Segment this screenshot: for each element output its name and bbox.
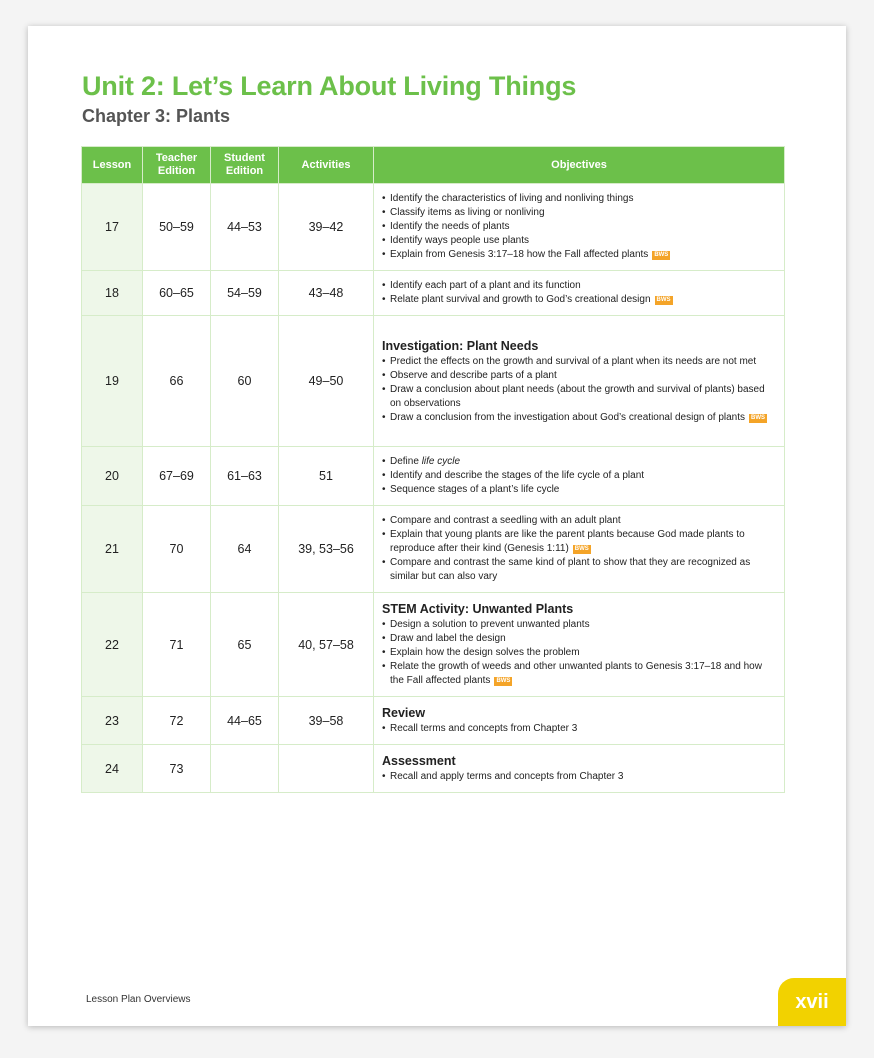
header-teacher-edition (143, 147, 211, 184)
teacher-edition-pages: 71 (143, 593, 211, 697)
teacher-edition-pages: 60–65 (143, 271, 211, 316)
objective-heading: Investigation: Plant Needs (382, 338, 539, 353)
objectives-cell (374, 184, 785, 271)
objective-item: • Classify items as living or nonliving (382, 207, 545, 218)
header-objectives: Objectives (374, 147, 785, 184)
objective-item: • Explain how the design solves the problem (382, 647, 580, 658)
lesson-number: 22 (82, 593, 143, 697)
objective-heading: Review (382, 706, 426, 720)
bws-badge: BWS (656, 297, 671, 303)
activities-pages: 39–42 (279, 184, 374, 271)
objective-item: • Relate the growth of weeds and other unwanted plants to Genesis 3:17–18 and how the Fall affected plants BWS (382, 661, 762, 686)
objective-item: • Identify and describe the stages of the life cycle of a plant (382, 470, 645, 481)
lesson-number: 19 (82, 316, 143, 447)
header-student-edition-line1: Student (224, 152, 265, 164)
table-row (82, 697, 785, 745)
lesson-plan-table (81, 146, 785, 793)
table-row (82, 316, 785, 447)
table-row (82, 593, 785, 697)
objective-item: • Explain from Genesis 3:17–18 how the Fall affected plants BWS (382, 249, 669, 260)
lesson-number: 17 (82, 184, 143, 271)
objective-item: • Compare and contrast a seedling with an adult plant (382, 515, 621, 526)
unit-title: Unit 2: Let’s Learn About Living Things (82, 71, 577, 101)
header-lesson: Lesson (82, 147, 143, 184)
lesson-number: 21 (82, 506, 143, 593)
activities-pages: 43–48 (279, 271, 374, 316)
objective-heading: STEM Activity: Unwanted Plants (382, 602, 574, 616)
header-teacher-edition-line2: Edition (157, 165, 196, 177)
objective-item: • Draw a conclusion from the investigation about God’s creational design of plants BWS (382, 411, 766, 423)
lesson-number: 18 (82, 271, 143, 316)
header-teacher-edition-line1: Teacher (155, 152, 198, 164)
objective-item: • Sequence stages of a plant’s life cycle (382, 484, 560, 495)
activities-pages: 40, 57–58 (279, 593, 374, 697)
student-edition-pages: 61–63 (211, 447, 279, 506)
teacher-edition-pages: 70 (143, 506, 211, 593)
lesson-number: 24 (82, 745, 143, 793)
teacher-edition-pages: 72 (143, 697, 211, 745)
activities-pages: 39, 53–56 (279, 506, 374, 593)
page (28, 26, 846, 1026)
objective-item: • Predict the effects on the growth and survival of a plant when its needs are not met (382, 355, 757, 367)
objective-item: • Recall terms and concepts from Chapter 3 (382, 723, 578, 734)
lesson-number: 20 (82, 447, 143, 506)
objective-item: • Design a solution to prevent unwanted plants (382, 619, 590, 630)
student-edition-pages: 54–59 (211, 271, 279, 316)
objectives-cell (374, 506, 785, 593)
table-header-row (82, 147, 785, 184)
objective-item: • Identify each part of a plant and its function (382, 280, 581, 291)
activities-pages: 49–50 (279, 316, 374, 447)
header-student-edition-line2: Edition (225, 165, 264, 177)
objective-item: • Identify the needs of plants (382, 221, 510, 232)
table-row (82, 271, 785, 316)
objectives-cell (374, 593, 785, 697)
bws-badge: BWS (496, 678, 511, 684)
objectives-cell (374, 697, 785, 745)
objective-item: • Observe and describe parts of a plant (382, 369, 557, 381)
table-row (82, 447, 785, 506)
objective-item: • Explain that young plants are like the parent plants because God made plants to reproduce after their kind (Genesis 1:11) BWS (382, 529, 745, 554)
objective-item: • Draw a conclusion about plant needs (about the growth and survival of plants) based on observations (382, 383, 765, 409)
bws-badge: BWS (654, 252, 669, 258)
table-row (82, 506, 785, 593)
life-cycle-term: life cycle (421, 456, 461, 467)
objective-item: • Relate plant survival and growth to God’s creational design BWS (382, 294, 671, 305)
header-activities: Activities (279, 147, 374, 184)
header-student-edition (211, 147, 279, 184)
chapter-title: Chapter 3: Plants (82, 106, 231, 126)
footer-section-label: Lesson Plan Overviews (86, 994, 191, 1005)
student-edition-pages (211, 745, 279, 793)
table-row (82, 745, 785, 793)
objective-heading: Assessment (382, 754, 456, 768)
bws-badge: BWS (751, 414, 766, 421)
student-edition-pages: 44–65 (211, 697, 279, 745)
teacher-edition-pages: 73 (143, 745, 211, 793)
table-row (82, 184, 785, 271)
activities-pages (279, 745, 374, 793)
student-edition-pages: 64 (211, 506, 279, 593)
objective-item: • Draw and label the design (382, 633, 506, 644)
teacher-edition-pages: 67–69 (143, 447, 211, 506)
objectives-cell (374, 447, 785, 506)
objective-item: • Recall and apply terms and concepts from Chapter 3 (382, 771, 624, 782)
teacher-edition-pages: 66 (143, 316, 211, 447)
activities-pages: 39–58 (279, 697, 374, 745)
teacher-edition-pages: 50–59 (143, 184, 211, 271)
objective-item: • Identify the characteristics of living and nonliving things (382, 193, 634, 204)
student-edition-pages: 65 (211, 593, 279, 697)
objectives-cell (374, 745, 785, 793)
page-number-tab: xvii (778, 978, 846, 1026)
objectives-cell (374, 271, 785, 316)
student-edition-pages: 44–53 (211, 184, 279, 271)
activities-pages: 51 (279, 447, 374, 506)
student-edition-pages: 60 (211, 316, 279, 447)
lesson-number: 23 (82, 697, 143, 745)
objective-item: • Compare and contrast the same kind of plant to show that they are recognized as similar but can also vary (382, 557, 751, 582)
objectives-cell (374, 316, 785, 447)
objective-item: • Identify ways people use plants (382, 235, 529, 246)
bws-badge: BWS (574, 546, 589, 552)
objective-item: • Define life cycle (382, 456, 461, 467)
